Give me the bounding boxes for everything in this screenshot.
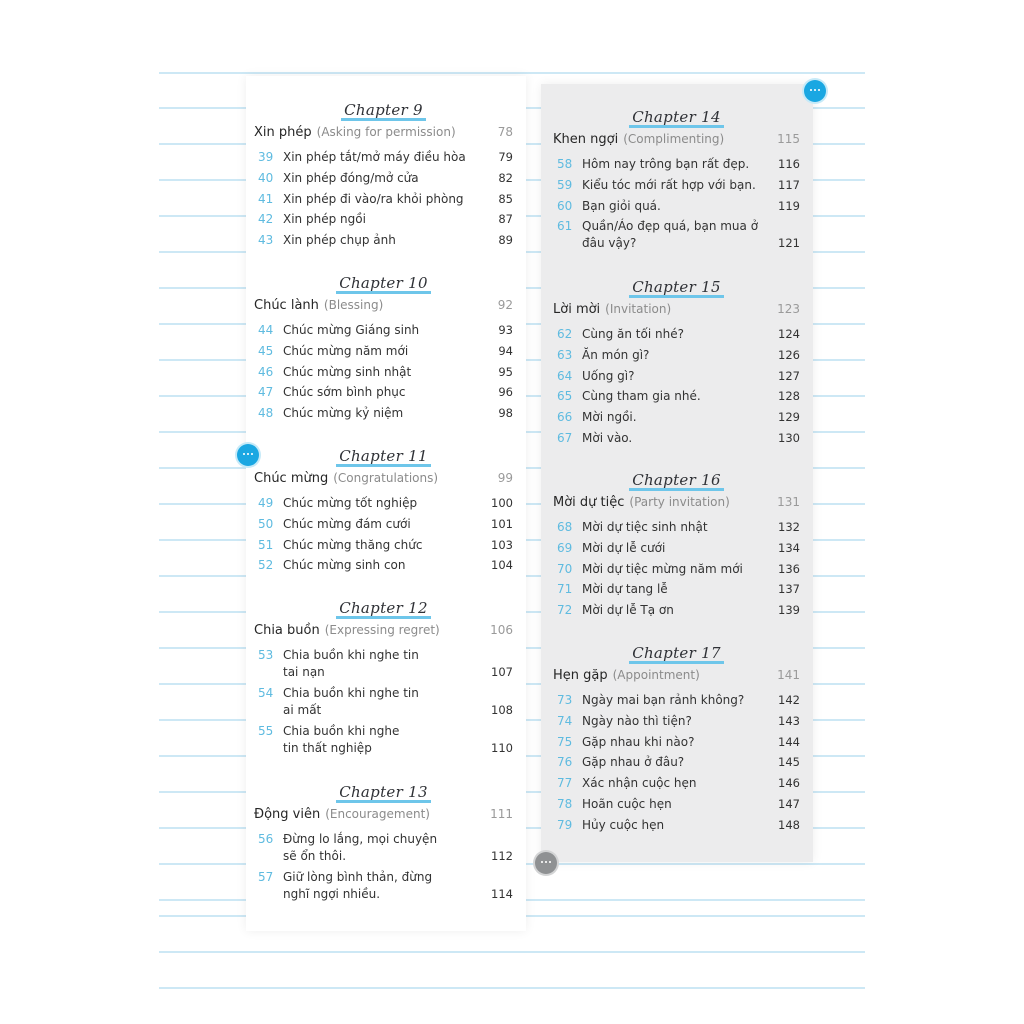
lesson-title: Mời vào. bbox=[582, 430, 633, 445]
lesson-page-number: 103 bbox=[491, 537, 513, 552]
chapter-title bbox=[254, 599, 513, 619]
topic-row[interactable] bbox=[553, 132, 800, 154]
chapter-title bbox=[254, 101, 513, 121]
topic-vietnamese: Chúc lành bbox=[254, 298, 319, 313]
chapter-block bbox=[545, 278, 813, 451]
lesson-title: Chúc mừng tốt nghiệp bbox=[283, 496, 418, 510]
chapter-block bbox=[545, 644, 813, 838]
chapter-title-text: Chapter 12 bbox=[336, 600, 431, 619]
lesson-list bbox=[254, 495, 513, 574]
lesson-number: 42 bbox=[258, 212, 274, 227]
lesson-title: Cùng tham gia nhé. bbox=[582, 389, 701, 404]
lesson-item[interactable] bbox=[254, 170, 513, 187]
topic-english: (Asking for permission) bbox=[316, 125, 456, 139]
lesson-number: 51 bbox=[258, 537, 274, 552]
lesson-number: 76 bbox=[557, 755, 573, 770]
lesson-number: 41 bbox=[258, 191, 274, 206]
lesson-number: 50 bbox=[258, 516, 274, 531]
topic-row[interactable] bbox=[553, 302, 800, 324]
lesson-page-number: 147 bbox=[778, 796, 800, 811]
lesson-number: 61 bbox=[557, 219, 573, 234]
lesson-title: Gặp nhau khi nào? bbox=[582, 734, 695, 749]
lesson-title: Đừng lo lắng, mọi chuyện sẽ ổn thôi. bbox=[283, 832, 438, 863]
lesson-number: 46 bbox=[258, 364, 274, 379]
topic-page-number: 131 bbox=[777, 495, 800, 509]
lesson-title: Hoãn cuộc hẹn bbox=[582, 796, 672, 811]
topic-row[interactable] bbox=[254, 125, 513, 147]
topic-page-number: 141 bbox=[777, 668, 800, 682]
lesson-title: Xin phép đi vào/ra khỏi phòng bbox=[283, 191, 464, 206]
lesson-page-number: 136 bbox=[778, 561, 800, 576]
lesson-title: Cùng ăn tối nhé? bbox=[582, 327, 684, 341]
topic-page-number: 115 bbox=[777, 132, 800, 146]
chapter-title bbox=[553, 471, 800, 491]
lesson-title: Mời dự lễ Tạ ơn bbox=[582, 603, 674, 618]
lesson-list bbox=[254, 647, 513, 757]
topic-english: (Encouragement) bbox=[325, 807, 430, 821]
lesson-item[interactable] bbox=[553, 198, 800, 215]
chapter-title bbox=[254, 447, 513, 467]
lesson-number: 65 bbox=[557, 389, 573, 404]
lesson-item[interactable] bbox=[254, 232, 513, 249]
chapter-title bbox=[553, 108, 800, 128]
lesson-number: 73 bbox=[557, 693, 573, 707]
topic-english: (Complimenting) bbox=[623, 132, 725, 146]
topic-page-number: 99 bbox=[497, 471, 513, 485]
lesson-number: 57 bbox=[258, 869, 274, 884]
lesson-number: 71 bbox=[557, 582, 573, 597]
lesson-item[interactable] bbox=[254, 557, 513, 574]
lesson-list bbox=[553, 156, 800, 252]
lesson-list bbox=[553, 692, 800, 834]
chapter-title-text: Chapter 16 bbox=[629, 472, 724, 491]
lesson-page-number: 108 bbox=[491, 702, 513, 717]
lesson-item[interactable] bbox=[553, 754, 800, 771]
lesson-page-number: 96 bbox=[498, 385, 513, 400]
lesson-item[interactable] bbox=[553, 734, 800, 751]
lesson-item[interactable] bbox=[254, 364, 513, 381]
lesson-title: Chia buồn khi nghe tin thất nghiệp bbox=[283, 723, 400, 755]
lesson-number: 75 bbox=[557, 734, 573, 749]
lesson-page-number: 82 bbox=[498, 170, 513, 185]
lesson-item[interactable] bbox=[254, 384, 513, 401]
lesson-page-number: 114 bbox=[491, 886, 513, 901]
lesson-page-number: 110 bbox=[491, 740, 513, 755]
topic-page-number: 111 bbox=[490, 807, 513, 821]
lesson-number: 47 bbox=[258, 385, 274, 400]
chapter-block bbox=[246, 274, 526, 426]
lesson-item[interactable] bbox=[254, 211, 513, 228]
lesson-title: Mời dự lễ cưới bbox=[582, 540, 666, 555]
lesson-number: 64 bbox=[557, 368, 573, 383]
topic-vietnamese: Xin phép bbox=[254, 125, 312, 140]
topic-english: (Expressing regret) bbox=[324, 623, 440, 637]
lesson-number: 54 bbox=[258, 685, 274, 700]
lesson-page-number: 85 bbox=[498, 191, 513, 206]
lesson-list bbox=[254, 831, 513, 903]
topic-vietnamese: Khen ngợi bbox=[553, 132, 619, 147]
lesson-title: Chúc mừng sinh nhật bbox=[283, 364, 412, 379]
lesson-title: Ngày nào thì tiện? bbox=[582, 713, 692, 728]
lesson-item[interactable] bbox=[553, 796, 800, 813]
lesson-list bbox=[254, 149, 513, 249]
lesson-page-number: 121 bbox=[778, 236, 800, 251]
lesson-item[interactable] bbox=[254, 191, 513, 208]
topic-vietnamese: Chúc mừng bbox=[254, 471, 329, 486]
lesson-item[interactable] bbox=[553, 540, 800, 557]
lesson-item[interactable] bbox=[553, 561, 800, 578]
topic-english: (Party invitation) bbox=[629, 495, 730, 509]
ruled-line bbox=[159, 951, 865, 953]
chapter-title-text: Chapter 11 bbox=[336, 448, 431, 467]
lesson-number: 69 bbox=[557, 540, 573, 555]
lesson-page-number: 126 bbox=[778, 347, 800, 362]
lesson-item[interactable] bbox=[553, 177, 800, 194]
lesson-title: Uống gì? bbox=[582, 368, 635, 383]
lesson-list bbox=[254, 322, 513, 422]
lesson-number: 67 bbox=[557, 430, 573, 445]
lesson-number: 39 bbox=[258, 150, 274, 164]
lesson-item[interactable] bbox=[553, 156, 800, 173]
lesson-title: Kiểu tóc mới rất hợp với bạn. bbox=[582, 177, 756, 192]
topic-vietnamese: Hẹn gặp bbox=[553, 668, 608, 683]
lesson-page-number: 134 bbox=[778, 540, 800, 555]
chapter-block bbox=[246, 447, 526, 578]
lesson-title: Hôm nay trông bạn rất đẹp. bbox=[582, 157, 750, 171]
lesson-title: Giữ lòng bình thản, đừng nghĩ ngợi nhiều. bbox=[283, 869, 433, 901]
lesson-page-number: 87 bbox=[498, 212, 513, 227]
lesson-number: 70 bbox=[557, 561, 573, 576]
lesson-number: 48 bbox=[258, 406, 274, 421]
lesson-item[interactable] bbox=[254, 869, 513, 903]
lesson-page-number: 98 bbox=[498, 406, 513, 421]
ruled-line bbox=[159, 987, 865, 989]
lesson-number: 52 bbox=[258, 558, 274, 573]
lesson-page-number: 93 bbox=[498, 323, 513, 337]
topic-page-number: 78 bbox=[497, 125, 513, 139]
topic-vietnamese: Lời mời bbox=[553, 302, 601, 317]
lesson-page-number: 142 bbox=[778, 693, 800, 707]
chapter-title-text: Chapter 17 bbox=[629, 645, 724, 664]
lesson-item[interactable] bbox=[254, 516, 513, 533]
lesson-list bbox=[553, 326, 800, 447]
lesson-page-number: 94 bbox=[498, 343, 513, 358]
lesson-number: 72 bbox=[557, 603, 573, 618]
lesson-title: Xin phép tắt/mở máy điều hòa bbox=[283, 150, 466, 164]
topic-row[interactable] bbox=[254, 298, 513, 320]
lesson-title: Quần/Áo đẹp quá, bạn mua ở đâu vậy? bbox=[582, 219, 759, 251]
topic-row[interactable] bbox=[254, 471, 513, 493]
lesson-item[interactable] bbox=[553, 817, 800, 834]
topic-row[interactable] bbox=[254, 623, 513, 645]
chapter-title-text: Chapter 9 bbox=[341, 102, 426, 121]
lesson-item[interactable] bbox=[553, 775, 800, 792]
lesson-title: Chúc mừng sinh con bbox=[283, 558, 406, 573]
lesson-title: Xác nhận cuộc hẹn bbox=[582, 776, 697, 791]
lesson-item[interactable] bbox=[254, 685, 513, 719]
topic-english: (Congratulations) bbox=[333, 471, 439, 485]
topic-row[interactable] bbox=[553, 668, 800, 690]
lesson-title: Xin phép ngồi bbox=[283, 212, 366, 227]
lesson-item[interactable] bbox=[553, 368, 800, 385]
topic-page-number: 92 bbox=[497, 298, 513, 312]
topic-vietnamese: Động viên bbox=[254, 807, 321, 822]
lesson-page-number: 139 bbox=[778, 603, 800, 618]
chapter-title-text: Chapter 14 bbox=[629, 109, 724, 128]
chapter-title-text: Chapter 15 bbox=[629, 279, 724, 298]
lesson-item[interactable] bbox=[553, 347, 800, 364]
lesson-page-number: 104 bbox=[491, 558, 513, 573]
lesson-number: 45 bbox=[258, 343, 274, 358]
topic-english: (Blessing) bbox=[323, 298, 384, 312]
chapter-title bbox=[553, 644, 800, 664]
lesson-title: Xin phép đóng/mở cửa bbox=[283, 170, 419, 185]
lesson-page-number: 100 bbox=[491, 496, 513, 510]
lesson-item[interactable] bbox=[553, 409, 800, 426]
lesson-item[interactable] bbox=[254, 322, 513, 339]
lesson-item[interactable] bbox=[553, 602, 800, 619]
lesson-title: Bạn giỏi quá. bbox=[582, 198, 661, 213]
lesson-title: Chúc mừng năm mới bbox=[283, 343, 409, 358]
lesson-page-number: 127 bbox=[778, 368, 800, 383]
lesson-title: Ăn món gì? bbox=[582, 347, 650, 362]
lesson-item[interactable] bbox=[553, 430, 800, 447]
chapter-title bbox=[254, 783, 513, 803]
lesson-page-number: 146 bbox=[778, 776, 800, 791]
lesson-item[interactable] bbox=[254, 831, 513, 865]
lesson-item[interactable] bbox=[254, 537, 513, 554]
lesson-item[interactable] bbox=[254, 647, 513, 681]
lesson-page-number: 116 bbox=[778, 157, 800, 171]
chapter-block bbox=[246, 783, 526, 907]
chapter-block bbox=[246, 599, 526, 760]
lesson-title: Mời dự tang lễ bbox=[582, 582, 668, 597]
lesson-title: Gặp nhau ở đâu? bbox=[582, 755, 685, 770]
lesson-title: Chúc mừng đám cưới bbox=[283, 516, 411, 531]
chapter-block bbox=[545, 471, 813, 623]
lesson-page-number: 95 bbox=[498, 364, 513, 379]
lesson-title: Chia buồn khi nghe tin ai mất bbox=[283, 685, 419, 717]
lesson-page-number: 112 bbox=[491, 849, 513, 863]
lesson-number: 60 bbox=[557, 198, 573, 213]
ruled-line bbox=[159, 72, 865, 74]
grey-pin-icon bbox=[535, 852, 557, 874]
lesson-page-number: 148 bbox=[778, 817, 800, 832]
blue-pin-icon bbox=[804, 80, 826, 102]
lesson-title: Ngày mai bạn rảnh không? bbox=[582, 693, 745, 707]
topic-vietnamese: Mời dự tiệc bbox=[553, 495, 625, 510]
lesson-item[interactable] bbox=[553, 581, 800, 598]
lesson-page-number: 119 bbox=[778, 198, 800, 213]
lesson-title: Mời ngồi. bbox=[582, 410, 637, 425]
chapter-title bbox=[553, 278, 800, 298]
lesson-page-number: 129 bbox=[778, 410, 800, 425]
lesson-number: 53 bbox=[258, 648, 274, 662]
lesson-page-number: 107 bbox=[491, 665, 513, 679]
topic-vietnamese: Chia buồn bbox=[254, 623, 320, 638]
lesson-number: 59 bbox=[557, 177, 573, 192]
lesson-number: 63 bbox=[557, 347, 573, 362]
lesson-page-number: 137 bbox=[778, 582, 800, 597]
lesson-page-number: 117 bbox=[778, 177, 800, 192]
lesson-number: 62 bbox=[557, 327, 573, 341]
lesson-page-number: 130 bbox=[778, 430, 800, 445]
lesson-page-number: 101 bbox=[491, 516, 513, 531]
lesson-title: Xin phép chụp ảnh bbox=[283, 233, 396, 248]
lesson-list bbox=[553, 519, 800, 619]
lesson-item[interactable] bbox=[254, 723, 513, 757]
chapter-title-text: Chapter 10 bbox=[336, 275, 431, 294]
lesson-title: Mời dự tiệc mừng năm mới bbox=[582, 561, 743, 576]
lesson-page-number: 145 bbox=[778, 755, 800, 770]
lesson-item[interactable] bbox=[254, 495, 513, 512]
chapter-block bbox=[545, 108, 813, 256]
topic-row[interactable] bbox=[254, 807, 513, 829]
lesson-title: Hủy cuộc hẹn bbox=[582, 817, 665, 832]
chapter-block bbox=[246, 101, 526, 253]
lesson-number: 55 bbox=[258, 723, 274, 738]
lesson-number: 77 bbox=[557, 776, 573, 791]
lesson-number: 56 bbox=[258, 832, 274, 846]
lesson-number: 58 bbox=[557, 157, 573, 171]
lesson-item[interactable] bbox=[553, 519, 800, 536]
lesson-page-number: 124 bbox=[778, 327, 800, 341]
lesson-item[interactable] bbox=[553, 692, 800, 709]
lesson-page-number: 143 bbox=[778, 713, 800, 728]
lesson-title: Chia buồn khi nghe tin tai nạn bbox=[283, 648, 419, 679]
lesson-number: 40 bbox=[258, 170, 274, 185]
topic-english: (Invitation) bbox=[605, 302, 672, 316]
lesson-item[interactable] bbox=[553, 326, 800, 343]
lesson-number: 68 bbox=[557, 520, 573, 534]
topic-row[interactable] bbox=[553, 495, 800, 517]
lesson-page-number: 132 bbox=[778, 520, 800, 534]
chapter-title bbox=[254, 274, 513, 294]
lesson-item[interactable] bbox=[254, 405, 513, 422]
lesson-number: 78 bbox=[557, 796, 573, 811]
lesson-item[interactable] bbox=[553, 218, 800, 252]
lesson-title: Chúc mừng thăng chức bbox=[283, 537, 423, 552]
lesson-title: Chúc mừng Giáng sinh bbox=[283, 323, 420, 337]
lesson-number: 43 bbox=[258, 233, 274, 248]
lesson-item[interactable] bbox=[553, 713, 800, 730]
lesson-number: 74 bbox=[557, 713, 573, 728]
lesson-item[interactable] bbox=[254, 343, 513, 360]
lesson-item[interactable] bbox=[254, 149, 513, 166]
lesson-page-number: 79 bbox=[498, 150, 513, 164]
lesson-page-number: 128 bbox=[778, 389, 800, 404]
topic-english: (Appointment) bbox=[612, 668, 700, 682]
lesson-number: 79 bbox=[557, 817, 573, 832]
lesson-title: Chúc sớm bình phục bbox=[283, 385, 406, 400]
topic-page-number: 123 bbox=[777, 302, 800, 316]
chapter-title-text: Chapter 13 bbox=[336, 784, 431, 803]
lesson-number: 49 bbox=[258, 496, 274, 510]
lesson-page-number: 144 bbox=[778, 734, 800, 749]
lesson-item[interactable] bbox=[553, 388, 800, 405]
topic-page-number: 106 bbox=[490, 623, 513, 637]
lesson-page-number: 89 bbox=[498, 233, 513, 248]
lesson-number: 44 bbox=[258, 323, 274, 337]
lesson-title: Chúc mừng kỷ niệm bbox=[283, 406, 404, 421]
lesson-title: Mời dự tiệc sinh nhật bbox=[582, 520, 708, 534]
lesson-number: 66 bbox=[557, 410, 573, 425]
